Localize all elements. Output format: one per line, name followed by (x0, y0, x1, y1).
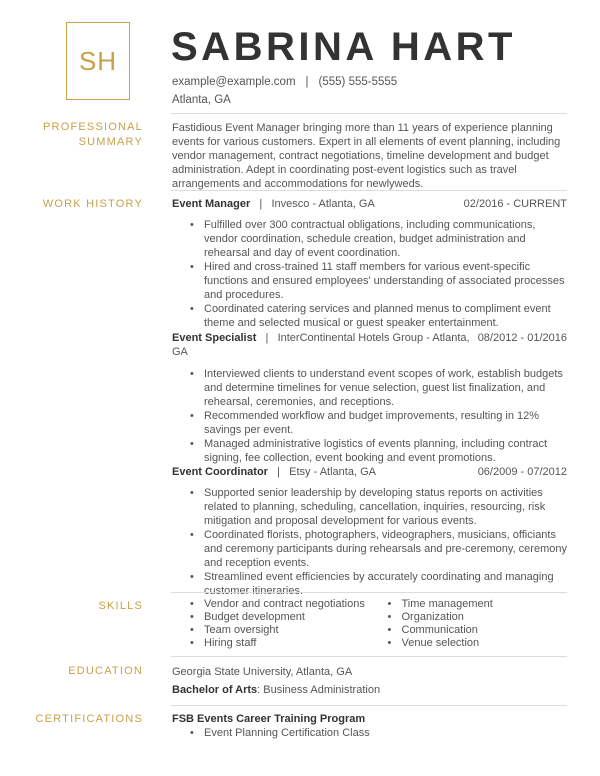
certification-program: FSB Events Career Training Program (172, 713, 366, 725)
degree-line (172, 681, 567, 699)
contact-separator: | (305, 76, 309, 88)
candidate-name: SABRINA HART (171, 25, 516, 69)
skill-item: • Communication (388, 624, 568, 637)
job-dates: 08/2012 - 01/2016 (477, 332, 567, 344)
job-bullet: • Recommended workflow and budget improvements, resulting in 12% savings per event. (190, 409, 567, 437)
phone-text: (555) 555-5555 (318, 76, 398, 88)
skills-column-1 (172, 598, 370, 650)
job-separator: | (277, 466, 280, 478)
job-org: InterContinental Hotels Group - Atlanta, GA (172, 332, 470, 358)
job-bullet: • Managed administrative logistics of events planning, including contract signing, fee collection, event booking and event promotions. (190, 437, 567, 465)
education-divider (171, 656, 567, 657)
email-text: example@example.com (172, 76, 296, 88)
skills-label: SKILLS (98, 600, 143, 612)
job-title: Event Coordinator (172, 466, 268, 478)
degree-field: : Business Administration (257, 684, 381, 696)
skills-divider (171, 592, 567, 593)
location-text: Atlanta, GA (172, 94, 231, 106)
job-title: Event Specialist (172, 332, 257, 344)
summary-section-label (0, 120, 143, 150)
certification-item: • Event Planning Certification Class (190, 726, 567, 740)
contact-line (172, 74, 397, 90)
education-entry (172, 663, 567, 699)
school-name: Georgia State University, Atlanta, GA (172, 666, 353, 678)
job-org: Invesco - Atlanta, GA (271, 198, 375, 210)
job-bullets (172, 367, 567, 465)
job-dates: 06/2009 - 07/2012 (477, 466, 567, 478)
skills-list (172, 598, 567, 650)
certification-entry (172, 712, 567, 740)
education-label: EDUCATION (68, 665, 143, 677)
skill-item: • Time management (388, 598, 568, 611)
skill-item: • Hiring staff (190, 637, 370, 650)
certifications-divider (171, 705, 567, 706)
job-header (172, 465, 567, 479)
job-header (172, 331, 567, 359)
job-bullet: • Hired and cross-trained 11 staff members for various event-specific functions and ensured employees' understanding of associated processes and procedures. (190, 260, 567, 302)
degree-title: Bachelor of Arts (172, 684, 258, 696)
skill-item: • Team oversight (190, 624, 370, 637)
job-entry-2 (172, 331, 567, 465)
summary-divider (171, 113, 567, 114)
job-org: Etsy - Atlanta, GA (289, 466, 376, 478)
job-title: Event Manager (172, 198, 251, 210)
summary-label-line2: SUMMARY (78, 136, 143, 148)
work-history-divider (171, 190, 567, 191)
job-separator: | (259, 198, 263, 210)
job-dates: 02/2016 - CURRENT (463, 198, 567, 210)
job-entry-3 (172, 465, 567, 598)
job-separator: | (265, 332, 269, 344)
job-bullet: • Supported senior leadership by developing status reports on activities related to planning, scheduling, cancellation, inquiries, resourcing, risk mitigation and proposal development for various events. (190, 486, 567, 528)
job-bullet: • Streamlined event efficiencies by accurately coordinating and managing customer itineraries. (190, 570, 567, 598)
job-entry-1 (172, 197, 567, 330)
job-bullets (172, 218, 567, 330)
skill-item: • Budget development (190, 611, 370, 624)
job-title-line (172, 331, 472, 359)
job-title-line (172, 466, 376, 478)
job-bullet: • Coordinated catering services and planned menus to compliment event theme and selected musical or guest speaker entertainment. (190, 302, 567, 330)
job-bullet: • Coordinated florists, photographers, videographers, musicians, officiants and ceremony participants during rehearsals and pre-ceremony, ceremony and reception events. (190, 528, 567, 570)
certification-items (172, 726, 567, 740)
monogram-logo: SH (66, 22, 130, 100)
skill-item: • Organization (388, 611, 568, 624)
job-bullet: • Fulfilled over 300 contractual obligations, including communications, vendor coordination, schedule creation, budget administration and rehearsal and day of event coordination. (190, 218, 567, 260)
skill-item: • Venue selection (388, 637, 568, 650)
work-history-label: WORK HISTORY (42, 198, 143, 210)
skills-column-2 (370, 598, 568, 650)
skill-item: • Vendor and contract negotiations (190, 598, 370, 611)
summary-label-line1: PROFESSIONAL (43, 121, 143, 133)
job-bullets (172, 486, 567, 598)
job-title-line (172, 198, 375, 210)
certifications-label: CERTIFICATIONS (35, 713, 143, 725)
job-header (172, 197, 567, 211)
contact-info (172, 74, 397, 108)
job-bullet: • Interviewed clients to understand event scopes of work, establish budgets and determine timelines for venue selection, guest list finalization, and rehearsal, ceremonies, and receptions. (190, 367, 567, 409)
summary-text: Fastidious Event Manager bringing more than 11 years of experience planning events for various customers. Expert in all elements of event planning, including vendor management, contract negotiations, timeline development and budget administration. Adept in coordinating post-event logistics such as travel arrangements and accommodations for newlyweds. (172, 122, 561, 190)
